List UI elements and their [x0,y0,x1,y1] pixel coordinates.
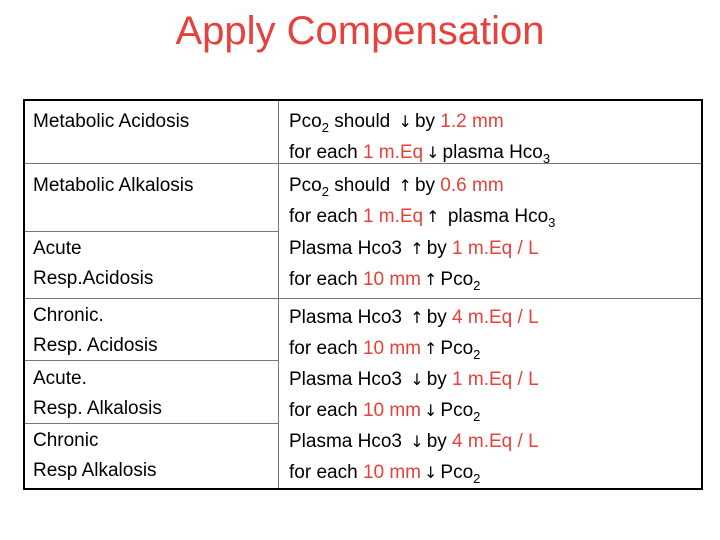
arrow-up-icon: ↑ [410,308,424,327]
column-divider [278,101,279,488]
rule-text: Pco [440,400,474,421]
subscript: 2 [321,184,329,199]
subscript: 2 [473,278,481,293]
rule-value: 4 m.Eq / L [452,307,539,328]
condition-metabolic-alkalosis [33,171,194,201]
rule-line [289,233,539,264]
rule-line [289,170,504,201]
rule-text: by [426,431,453,452]
rule-text: Pco [440,338,474,359]
rule-text: for each [289,142,363,163]
rule-text: by [426,238,453,259]
rule-text: by [426,307,453,328]
rule-text: Pco [289,175,322,196]
arrow-up-icon: ↑ [410,239,424,258]
arrow-up-icon: ↑ [424,339,438,358]
condition-line: Metabolic Acidosis [33,111,190,132]
rule-value: 1 m.Eq / L [452,369,539,390]
arrow-down-icon: ↓ [424,463,438,482]
rule-text: plasma Hco [442,142,543,163]
condition-line: Chronic [33,430,99,451]
rule-text: for each [289,338,363,359]
rule-value: 1.2 mm [440,111,504,132]
subscript: 3 [542,151,551,166]
arrow-up-icon: ↑ [398,176,412,195]
condition-line: Metabolic Alkalosis [33,175,194,196]
rule-line [289,137,550,168]
rule-value: 1 m.Eq [362,206,424,227]
rule-text: Plasma Hco3 [289,431,408,452]
rule-line [289,395,480,426]
condition-line: Chronic. [33,305,104,326]
row-divider [25,231,278,232]
arrow-down-icon: ↓ [424,401,438,420]
rule-line [289,106,504,137]
rule-text: by [426,369,453,390]
condition-acute-resp-alkalosis [33,364,162,424]
condition-line: Resp. Acidosis [33,335,158,356]
rule-text: should [328,175,396,196]
condition-chronic-resp-alkalosis [33,426,157,486]
condition-metabolic-acidosis [33,107,189,137]
rule-value: 10 mm [362,400,422,421]
condition-line: Acute [33,238,82,259]
rule-text: for each [289,400,363,421]
arrow-down-icon: ↓ [398,112,412,131]
condition-line: Resp.Acidosis [33,268,154,289]
subscript: 3 [548,215,556,230]
rule-value: 10 mm [362,338,422,359]
rule-text: Plasma Hco3 [289,307,408,328]
rule-line [289,426,539,457]
compensation-table [23,99,703,490]
rule-text: Pco [289,111,322,132]
rule-value: 4 m.Eq / L [452,431,539,452]
arrow-up-icon: ↑ [426,207,440,226]
rule-line [289,201,555,232]
arrow-up-icon: ↑ [424,270,438,289]
rule-text: Plasma Hco3 [289,238,408,259]
condition-line: Acute. [33,368,87,389]
arrow-down-icon: ↓ [426,143,440,162]
rule-text: Pco [440,269,474,290]
rule-text: Plasma Hco3 [289,369,408,390]
rule-line [289,457,480,488]
row-divider [25,163,278,164]
subscript: 2 [473,347,481,362]
rule-line [289,333,480,364]
rule-value: 1 m.Eq / L [452,238,539,259]
rule-value: 0.6 mm [440,175,504,196]
row-divider [25,298,701,299]
rule-text: for each [289,206,363,227]
page-title: Apply Compensation [175,9,545,53]
rule-text: by [414,175,441,196]
condition-line: Resp Alkalosis [33,460,157,481]
rule-line [289,264,480,295]
subscript: 2 [473,471,481,486]
condition-acute-resp-acidosis [33,234,153,294]
arrow-down-icon: ↓ [410,370,424,389]
rule-value: 10 mm [362,269,422,290]
rule-line [289,364,539,395]
condition-line: Resp. Alkalosis [33,398,162,419]
rule-value: 1 m.Eq [362,142,424,163]
subscript: 2 [473,409,481,424]
condition-chronic-resp-acidosis [33,301,158,361]
rule-text: should [328,111,396,132]
rule-text: Pco [440,462,474,483]
rule-text: for each [289,269,363,290]
rule-text: by [414,111,441,132]
subscript: 2 [321,120,329,135]
rule-text: plasma Hco [442,206,549,227]
arrow-down-icon: ↓ [410,432,424,451]
rule-line [289,302,539,333]
rule-text: for each [289,462,363,483]
rule-value: 10 mm [362,462,422,483]
